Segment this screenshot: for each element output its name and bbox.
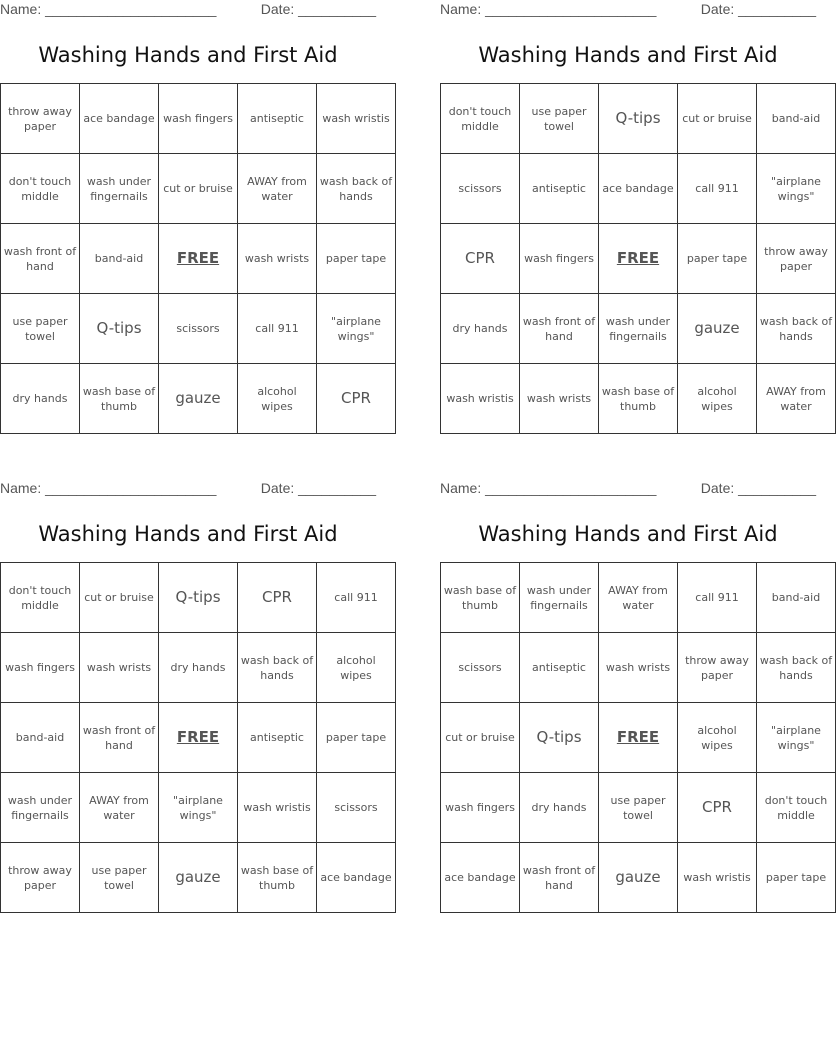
- bingo-cell: band-aid: [1, 703, 80, 773]
- grid-row: [1, 294, 396, 364]
- bingo-cell: wash front of hand: [1, 224, 80, 294]
- bingo-cell: wash wrists: [238, 224, 317, 294]
- bingo-cell: gauze: [159, 364, 238, 434]
- bingo-cell: wash wrists: [80, 633, 159, 703]
- grid-row: [441, 294, 836, 364]
- bingo-cell: wash fingers: [1, 633, 80, 703]
- bingo-cell: Q-tips: [599, 84, 678, 154]
- bingo-cell: CPR: [317, 364, 396, 434]
- bingo-cell: wash wristis: [441, 364, 520, 434]
- bingo-cell: dry hands: [441, 294, 520, 364]
- grid-row: [1, 843, 396, 913]
- bingo-cell: gauze: [678, 294, 757, 364]
- bingo-cell: wash base of thumb: [238, 843, 317, 913]
- free-space-cell: FREE: [159, 224, 238, 294]
- bingo-cell: Q-tips: [159, 563, 238, 633]
- bingo-grid: [0, 562, 396, 913]
- bingo-cell: AWAY from water: [238, 154, 317, 224]
- bingo-cell: ace bandage: [317, 843, 396, 913]
- bingo-cell: don't touch middle: [441, 84, 520, 154]
- bingo-cell: alcohol wipes: [238, 364, 317, 434]
- bingo-cell: band-aid: [80, 224, 159, 294]
- grid-row: [441, 84, 836, 154]
- bingo-cell: scissors: [441, 154, 520, 224]
- bingo-cell: alcohol wipes: [678, 364, 757, 434]
- bingo-cell: alcohol wipes: [678, 703, 757, 773]
- bingo-cell: call 911: [678, 154, 757, 224]
- bingo-cell: dry hands: [520, 773, 599, 843]
- bingo-cell: wash front of hand: [520, 294, 599, 364]
- bingo-cell: antiseptic: [520, 633, 599, 703]
- bingo-cell: use paper towel: [80, 843, 159, 913]
- bingo-cell: wash wristis: [678, 843, 757, 913]
- bingo-cell: throw away paper: [1, 843, 80, 913]
- bingo-cell: gauze: [599, 843, 678, 913]
- bingo-cell: antiseptic: [238, 84, 317, 154]
- bingo-cell: AWAY from water: [757, 364, 836, 434]
- grid-row: [441, 364, 836, 434]
- bingo-cell: wash fingers: [441, 773, 520, 843]
- bingo-cell: cut or bruise: [80, 563, 159, 633]
- name-field-label: Name: ______________________: [440, 480, 657, 496]
- bingo-cell: use paper towel: [1, 294, 80, 364]
- bingo-cell: cut or bruise: [159, 154, 238, 224]
- bingo-cell: CPR: [678, 773, 757, 843]
- grid-row: [1, 773, 396, 843]
- bingo-grid: [440, 83, 836, 434]
- bingo-grid: [0, 83, 396, 434]
- grid-row: [1, 563, 396, 633]
- bingo-cell: don't touch middle: [757, 773, 836, 843]
- name-date-row: [440, 480, 816, 498]
- card-title: Washing Hands and First Aid: [38, 43, 338, 67]
- bingo-cell: "airplane wings": [757, 154, 836, 224]
- bingo-cell: don't touch middle: [1, 563, 80, 633]
- bingo-cell: throw away paper: [678, 633, 757, 703]
- bingo-cell: CPR: [238, 563, 317, 633]
- bingo-cell: wash under fingernails: [80, 154, 159, 224]
- bingo-cell: ace bandage: [441, 843, 520, 913]
- grid-row: [1, 633, 396, 703]
- name-field-label: Name: ______________________: [0, 1, 217, 17]
- bingo-cell: "airplane wings": [159, 773, 238, 843]
- name-field-label: Name: ______________________: [0, 480, 217, 496]
- date-field-label: Date: __________: [700, 480, 816, 496]
- bingo-cell: wash under fingernails: [520, 563, 599, 633]
- bingo-cell: CPR: [441, 224, 520, 294]
- bingo-cell: throw away paper: [1, 84, 80, 154]
- bingo-cell: paper tape: [317, 703, 396, 773]
- bingo-cell: paper tape: [317, 224, 396, 294]
- bingo-cell: don't touch middle: [1, 154, 80, 224]
- bingo-cell: wash under fingernails: [1, 773, 80, 843]
- grid-row: [441, 224, 836, 294]
- grid-row: [1, 364, 396, 434]
- bingo-cell: wash under fingernails: [599, 294, 678, 364]
- bingo-cell: paper tape: [757, 843, 836, 913]
- bingo-cell: wash wristis: [238, 773, 317, 843]
- bingo-cell: cut or bruise: [678, 84, 757, 154]
- grid-row: [1, 154, 396, 224]
- bingo-cell: wash wrists: [520, 364, 599, 434]
- bingo-cell: wash base of thumb: [80, 364, 159, 434]
- bingo-cell: use paper towel: [599, 773, 678, 843]
- bingo-cell: antiseptic: [238, 703, 317, 773]
- bingo-cell: Q-tips: [80, 294, 159, 364]
- grid-row: [441, 703, 836, 773]
- grid-row: [441, 563, 836, 633]
- bingo-cell: use paper towel: [520, 84, 599, 154]
- bingo-cell: paper tape: [678, 224, 757, 294]
- card-title: Washing Hands and First Aid: [478, 522, 778, 546]
- bingo-cell: wash wristis: [317, 84, 396, 154]
- date-field-label: Date: __________: [260, 1, 376, 17]
- grid-row: [1, 703, 396, 773]
- free-space-cell: FREE: [599, 224, 678, 294]
- bingo-cell: wash front of hand: [520, 843, 599, 913]
- date-field-label: Date: __________: [700, 1, 816, 17]
- bingo-cell: band-aid: [757, 84, 836, 154]
- bingo-cell: wash wrists: [599, 633, 678, 703]
- bingo-cell: band-aid: [757, 563, 836, 633]
- bingo-cell: Q-tips: [520, 703, 599, 773]
- grid-row: [441, 154, 836, 224]
- bingo-cell: alcohol wipes: [317, 633, 396, 703]
- bingo-cell: cut or bruise: [441, 703, 520, 773]
- free-space-cell: FREE: [599, 703, 678, 773]
- date-field-label: Date: __________: [260, 480, 376, 496]
- bingo-cell: wash back of hands: [238, 633, 317, 703]
- grid-row: [1, 84, 396, 154]
- bingo-cell: ace bandage: [599, 154, 678, 224]
- name-date-row: [0, 480, 376, 498]
- bingo-cell: throw away paper: [757, 224, 836, 294]
- bingo-cell: call 911: [317, 563, 396, 633]
- bingo-cell: wash base of thumb: [599, 364, 678, 434]
- bingo-grid: [440, 562, 836, 913]
- name-date-row: [440, 1, 816, 19]
- bingo-cell: "airplane wings": [757, 703, 836, 773]
- bingo-cell: wash back of hands: [757, 633, 836, 703]
- grid-row: [441, 633, 836, 703]
- bingo-cell: wash fingers: [159, 84, 238, 154]
- grid-row: [441, 773, 836, 843]
- bingo-cell: dry hands: [1, 364, 80, 434]
- bingo-cell: wash back of hands: [317, 154, 396, 224]
- bingo-cell: wash front of hand: [80, 703, 159, 773]
- bingo-cell: scissors: [317, 773, 396, 843]
- bingo-cell: scissors: [159, 294, 238, 364]
- grid-row: [1, 224, 396, 294]
- card-title: Washing Hands and First Aid: [38, 522, 338, 546]
- bingo-cell: antiseptic: [520, 154, 599, 224]
- bingo-cell: scissors: [441, 633, 520, 703]
- bingo-cell: AWAY from water: [599, 563, 678, 633]
- bingo-cell: call 911: [238, 294, 317, 364]
- bingo-cell: wash base of thumb: [441, 563, 520, 633]
- card-title: Washing Hands and First Aid: [478, 43, 778, 67]
- bingo-cell: dry hands: [159, 633, 238, 703]
- name-date-row: [0, 1, 376, 19]
- bingo-cell: wash back of hands: [757, 294, 836, 364]
- bingo-cell: ace bandage: [80, 84, 159, 154]
- bingo-cell: call 911: [678, 563, 757, 633]
- bingo-cell: gauze: [159, 843, 238, 913]
- grid-row: [441, 843, 836, 913]
- bingo-cell: "airplane wings": [317, 294, 396, 364]
- bingo-cell: AWAY from water: [80, 773, 159, 843]
- name-field-label: Name: ______________________: [440, 1, 657, 17]
- free-space-cell: FREE: [159, 703, 238, 773]
- bingo-cell: wash fingers: [520, 224, 599, 294]
